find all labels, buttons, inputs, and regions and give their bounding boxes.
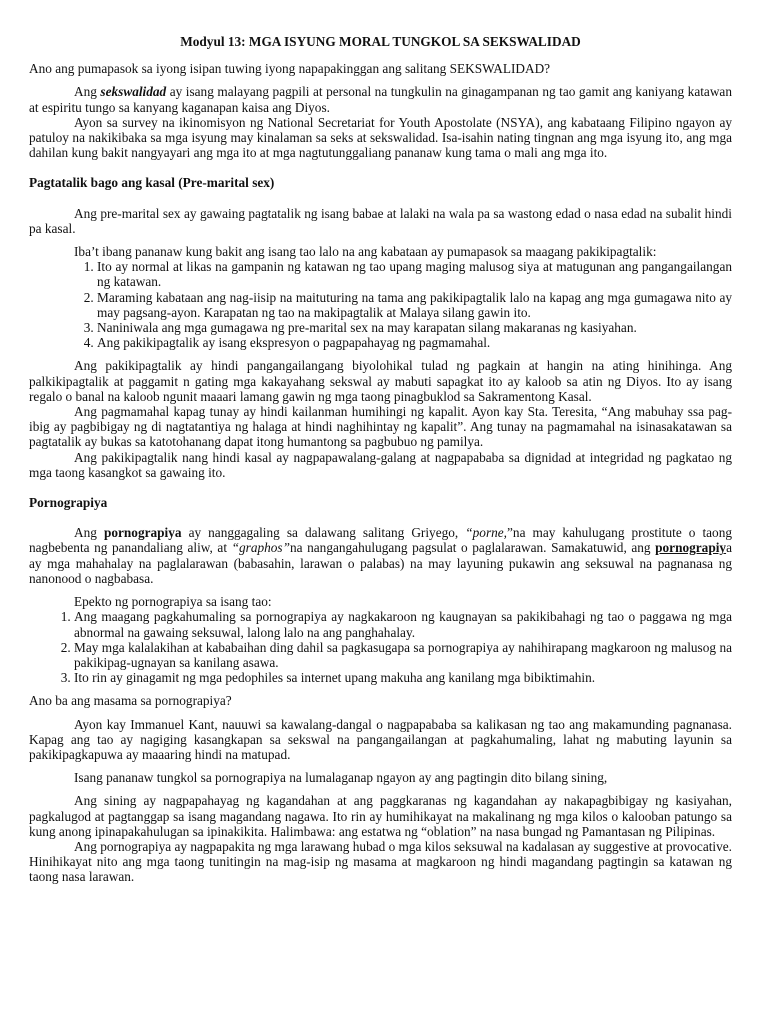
premarital-paragraph-dignity: Ang pakikipagtalik nang hindi kasal ay nagpapawalang-galang at nagpapababa sa dignidad at integridad ng pagkatao ng mga taong kasangkot sa gawaing ito. [29, 449, 732, 480]
list-item: 3. Naniniwala ang mga gumagawa ng pre-marital sex na may karapatan silang makaranas ng kasiyahan. [97, 320, 732, 335]
list-item: 4. Ang pakikipagtalik ay isang ekspresyon o pagpapahayag ng pagmamahal. [97, 335, 732, 350]
survey-paragraph: Ayon sa survey na ikinomisyon ng National Secretariat for Youth Apostolate (NSYA), ang kabataang Filipino ngayon ay patuloy na nakikibaka sa mga isyung may kinalaman sa seks at sekswalidad. Isa-isahin nating tingnan ang mga isyung ito, ang mga dahilan kung bakit nangyayari ang mga ito at mga nagtutunggaliang pananaw kung tama o mali ang mga ito. [29, 114, 732, 161]
art-view-paragraph: Isang pananaw tungkol sa pornograpiya na lumalaganap ngayon ay ang pagtingin dito bilang sining, [74, 770, 608, 786]
pornography-images-paragraph: Ang pornograpiya ay nagpapakita ng mga larawang hubad o mga kilos seksuwal na kadalasan ay suggestive at provocative. Hinihikayat nito ang mga taong tunitingin na mag-isip ng masama at magkaroon ng hindi magandang pagtingin sa katawan ng taong nasa larawan. [29, 838, 732, 885]
premarital-paragraph-biological: Ang pakikipagtalik ay hindi pangangailangang biyolohikal tulad ng pagkain at hangin na ating hinihinga. Ang palkikipagtalik at paggamit n gating mga kakayahang sekswal ay mabuti sapagkat ito ay kaloob sa atin ng Diyos. Ito ay isang regalo o banal na kaloob ngunit maaari lamang gawin ng mga taong pinagbuklod sa Sakramentong Kasal. [29, 358, 732, 404]
term-sekswalidad: sekswalidad [100, 84, 167, 100]
art-beauty-paragraph: Ang sining ay nagpapahayag ng kagandahan at ang paggkaranas ng kagandahan ay nakapagbibigay ng kasiyahan, pagkalugod at pagtanggap sa isang magandang nagawa. Ito rin ay humihikayat na makalinang ng mga kilos o kalooban patungo sa kung anong ipinapakahulugan sa ipinakikita. Halimbawa: ang estatwa ng “oblation” na nasa bungad ng Pamantasan ng Pilipinas. [29, 793, 732, 839]
intro-question: Ano ang pumapasok sa iyong isipan tuwing iyong napapakinggan ang salitang SEKSWALIDAD? [29, 61, 551, 77]
premarital-paragraph-love: Ang pagmamahal kapag tunay ay hindi kailanman humihingi ng kapalit. Ayon kay Sta. Teresita, “Ang mabuhay ssa pag-ibig ay pagbibigay ng di nagtatantiya ng halaga at hindi naghihintay ng kapalit”. Ang tunay na pagmamahal na isinasakatawan sa pagtatalik ay bukas sa katotohanang dapat itong humantong sa pagbubuo ng pamilya. [29, 404, 732, 450]
premarital-views-intro: Iba’t ibang pananaw kung bakit ang isang tao lalo na ang kabataan ay pumapasok sa maagang pakikipagtalik: [74, 244, 657, 260]
section-heading-premarital: Pagtatalik bago ang kasal (Pre-marital sex) [29, 175, 275, 191]
page-title: Modyul 13: MGA ISYUNG MORAL TUNGKOL SA SEKSWALIDAD [180, 34, 581, 49]
premarital-definition: Ang pre-marital sex ay gawaing pagtatalik ng isang babae at lalaki na wala pa sa wastong edad o nasa edad na subalit hindi pa kasal. [29, 205, 732, 236]
list-item: 1. Ang maagang pagkahumaling sa pornograpiya ay nagkakaroon ng kaugnayan sa pakikibahagi ng tao o paggawa ng mga abnormal na gawaing seksuwal, lalong lalo na ang panghahalay. [74, 609, 732, 639]
pornography-effects-intro: Epekto ng pornograpiya sa isang tao: [74, 594, 272, 610]
list-item: 1. Ito ay normal at likas na gampanin ng katawan ng tao upang maging malusog siya at matugunan ang pangangailangan ng katawan. [97, 259, 732, 289]
kant-paragraph: Ayon kay Immanuel Kant, nauuwi sa kawalang-dangal o nagpapababa sa kalikasan ng tao ang makamunding pagnanasa. Kapag ang tao ay nagiging kasangkapan sa sekswal na pangangailangan at pagkahumaling, lahat ng mabuting layunin sa pakikipagkapuwa ay maaaring hindi na matupad. [29, 716, 732, 762]
pornography-effects-list [29, 609, 732, 685]
pornography-definition: Ang pornograpiya ay nanggagaling sa dalawang salitang Griyego, “porne,”na may kahulugang prostitute o taong nagbebenta ng panandaliang aliw, at “graphos”na nangangahulugang pagsulat o paglalarawan. Samakatuwid, ang pornograpiya ay mga mahahalay na paglalarawan (babasahin, larawan o palabas) na may layuning pukawin ang seksuwal na pagnanasa ng nanonood o nagbabasa. [29, 525, 733, 586]
list-item: 3. Ito rin ay ginagamit ng mga pedophiles sa internet upang makuha ang kanilang mga bibiktimahin. [74, 670, 732, 685]
section-heading-pornography: Pornograpiya [29, 495, 108, 511]
pornography-question: Ano ba ang masama sa pornograpiya? [29, 693, 232, 709]
definition-paragraph: Ang sekswalidad ay isang malayang pagpili at personal na tungkulin na ginagampanan ng tao gamit ang kaniyang katawan at espiritu tungo sa kanyang kaganapan kaisa ang Diyos. [29, 84, 732, 115]
list-item: 2. Maraming kabataan ang nag-iisip na maituturing na tama ang pakikipagtalik lalo na kapag ang mga gumagawa nito ay may pagsang-ayon. Karapatan ng tao na makipagtalik at Malaya silang gawin ito. [97, 290, 732, 320]
list-item: 2. May mga kalalakihan at kababaihan ding dahil sa pagkasugapa sa pornograpiya ay nahihirapang magkaroon ng malusog na pakikipag-ugnayan sa kanilang asawa. [74, 640, 732, 670]
premarital-views-list [29, 259, 732, 350]
